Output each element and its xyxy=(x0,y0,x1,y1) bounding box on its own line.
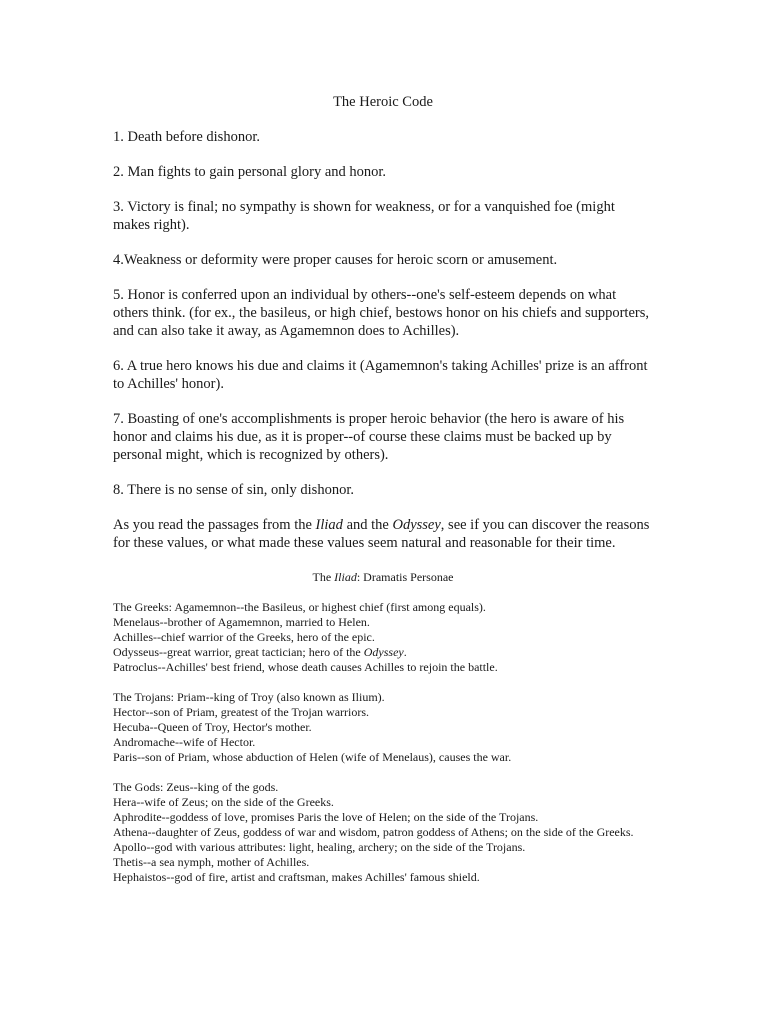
gods-line: Apollo--god with various attributes: light, healing, archery; on the side of the Trojans. xyxy=(113,840,526,854)
trojans-line: Paris--son of Priam, whose abduction of Helen (wife of Menelaus), causes the war. xyxy=(113,750,512,764)
greeks-line: The Greeks: Agamemnon--the Basileus, or highest chief (first among equals). xyxy=(113,600,486,614)
greeks-line: Achilles--chief warrior of the Greeks, hero of the epic. xyxy=(113,630,375,644)
code-item-5: 5. Honor is conferred upon an individual by others--one's self-esteem depends on what others think. (for ex., the basileus, or high chief, bestows honor on his chiefs and supporters, and can also take it away, as Agamemnon does to Achilles). xyxy=(113,287,649,339)
code-item-8: 8. There is no sense of sin, only dishonor. xyxy=(113,482,354,498)
dramatis-personae-heading xyxy=(113,569,653,585)
code-item-1: 1. Death before dishonor. xyxy=(113,129,260,145)
trojans-group xyxy=(113,690,653,765)
closing-text-3: , see if you can discover the reasons for these values, or what made these values seem natural and reasonable for their time. xyxy=(113,517,650,551)
code-item-7: 7. Boasting of one's accomplishments is proper heroic behavior (the hero is aware of his honor and claims his due, as it is proper--of course these claims must be backed up by personal might, which is recognized by others). xyxy=(113,411,625,463)
code-item-2: 2. Man fights to gain personal glory and honor. xyxy=(113,164,387,180)
closing-paragraph xyxy=(113,516,653,552)
closing-text-1: As you read the passages from the xyxy=(113,517,316,533)
greeks-odysseus-line xyxy=(113,645,653,660)
gods-line: Hera--wife of Zeus; on the side of the Greeks. xyxy=(113,795,334,809)
heroic-code-list xyxy=(113,128,653,499)
dramatis-suffix: : Dramatis Personae xyxy=(356,570,454,584)
trojans-line: Hecuba--Queen of Troy, Hector's mother. xyxy=(113,720,312,734)
gods-line: Aphrodite--goddess of love, promises Paris the love of Helen; on the side of the Trojans. xyxy=(113,810,539,824)
code-item-3: 3. Victory is final; no sympathy is shown for weakness, or for a vanquished foe (might makes right). xyxy=(113,199,615,233)
greeks-line: Patroclus--Achilles' best friend, whose death causes Achilles to rejoin the battle. xyxy=(113,660,498,674)
dramatis-prefix: The xyxy=(312,570,335,584)
gods-line: The Gods: Zeus--king of the gods. xyxy=(113,780,279,794)
greeks-line: Menelaus--brother of Agamemnon, married to Helen. xyxy=(113,615,370,629)
odysseus-suffix: . xyxy=(403,645,407,659)
trojans-line: The Trojans: Priam--king of Troy (also known as Ilium). xyxy=(113,690,385,704)
closing-odyssey-title: Odyssey xyxy=(392,517,441,533)
code-item-4: 4.Weakness or deformity were proper causes for heroic scorn or amusement. xyxy=(113,252,558,268)
gods-line: Thetis--a sea nymph, mother of Achilles. xyxy=(113,855,310,869)
odysseus-odyssey: Odyssey xyxy=(363,645,404,659)
closing-iliad-title: Iliad xyxy=(315,517,343,533)
document-title: The Heroic Code xyxy=(333,94,433,110)
gods-line: Athena--daughter of Zeus, goddess of war and wisdom, patron goddess of Athens; on the side of the Greeks. xyxy=(113,825,634,839)
greeks-group xyxy=(113,600,653,675)
dramatis-iliad: Iliad xyxy=(334,570,357,584)
closing-text-2: and the xyxy=(342,517,393,533)
trojans-line: Hector--son of Priam, greatest of the Trojan warriors. xyxy=(113,705,370,719)
trojans-line: Andromache--wife of Hector. xyxy=(113,735,256,749)
odysseus-prefix: Odysseus--great warrior, great tactician; hero of the xyxy=(113,645,364,659)
document-page xyxy=(113,93,653,900)
gods-line: Hephaistos--god of fire, artist and craftsman, makes Achilles' famous shield. xyxy=(113,870,480,884)
code-item-6: 6. A true hero knows his due and claims it (Agamemnon's taking Achilles' prize is an affront to Achilles' honor). xyxy=(113,358,648,392)
gods-group xyxy=(113,780,653,885)
